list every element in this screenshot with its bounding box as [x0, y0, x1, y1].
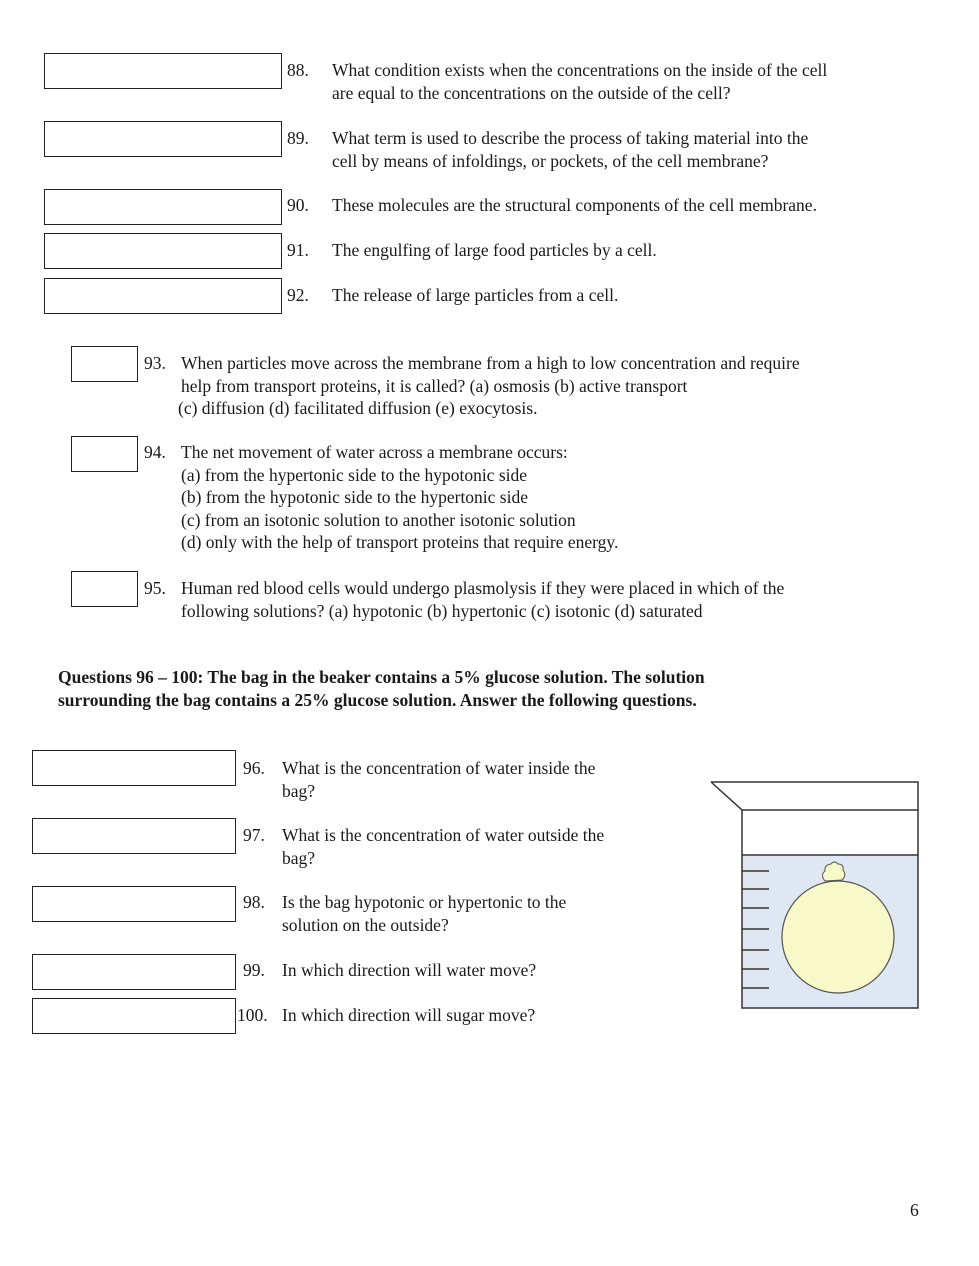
question-number: 96. [243, 758, 265, 778]
question-number: 99. [243, 960, 265, 980]
section-heading: Questions 96 – 100: The bag in the beaker contains a 5% glucose solution. The solution [58, 667, 705, 687]
question-number: 89. [287, 128, 309, 148]
question-text: are equal to the concentrations on the outside of the cell? [332, 82, 731, 103]
question-text: Is the bag hypotonic or hypertonic to the [282, 892, 567, 912]
question-number: 98. [243, 892, 265, 912]
glucose-bag [782, 881, 894, 993]
question-text: The net movement of water across a membrane occurs: [181, 442, 568, 462]
question-text: What term is used to describe the process of taking material into the [332, 128, 809, 148]
question-text: Human red blood cells would undergo plasmolysis if they were placed in which of the [181, 578, 785, 598]
question-text: In which direction will sugar move? [282, 1005, 536, 1025]
question-text: What is the concentration of water outside the [282, 825, 605, 845]
question-number: 90. [287, 195, 309, 215]
question-text: (c) diffusion (d) facilitated diffusion (e) exocytosis. [178, 398, 538, 418]
question-text: (c) from an isotonic solution to another isotonic solution [181, 509, 576, 530]
question-number: 91. [287, 240, 309, 260]
question-number: 100. [237, 1005, 268, 1025]
question-text: (d) only with the help of transport proteins that require energy. [181, 532, 619, 552]
question-text: (b) from the hypotonic side to the hypertonic side [181, 487, 529, 507]
question-text: These molecules are the structural components of the cell membrane. [332, 195, 817, 215]
question-text: When particles move across the membrane from a high to low concentration and require [181, 353, 800, 373]
question-text: What condition exists when the concentrations on the inside of the cell [332, 60, 828, 80]
question-number: 97. [243, 825, 265, 845]
question-text: bag? [282, 780, 316, 801]
question-number: 92. [287, 285, 309, 305]
page-number: 6 [910, 1200, 919, 1220]
question-text: bag? [282, 847, 316, 868]
question-number: 95. [144, 578, 166, 598]
question-number: 94. [144, 442, 166, 462]
question-text: What is the concentration of water inside the [282, 758, 596, 778]
question-text: The engulfing of large food particles by a cell. [332, 240, 657, 260]
question-text: (a) from the hypertonic side to the hypotonic side [181, 464, 528, 485]
question-text: following solutions? (a) hypotonic (b) hypertonic (c) isotonic (d) saturated [181, 600, 703, 621]
question-text: The release of large particles from a cell. [332, 285, 619, 305]
section-heading: surrounding the bag contains a 25% glucose solution. Answer the following questions. [58, 690, 697, 710]
question-text: help from transport proteins, it is called? (a) osmosis (b) active transport [181, 375, 688, 396]
question-text: solution on the outside? [282, 914, 449, 935]
question-text: cell by means of infoldings, or pockets, of the cell membrane? [332, 150, 769, 171]
question-number: 88. [287, 60, 309, 80]
question-text: In which direction will water move? [282, 960, 537, 980]
question-number: 93. [144, 353, 166, 373]
